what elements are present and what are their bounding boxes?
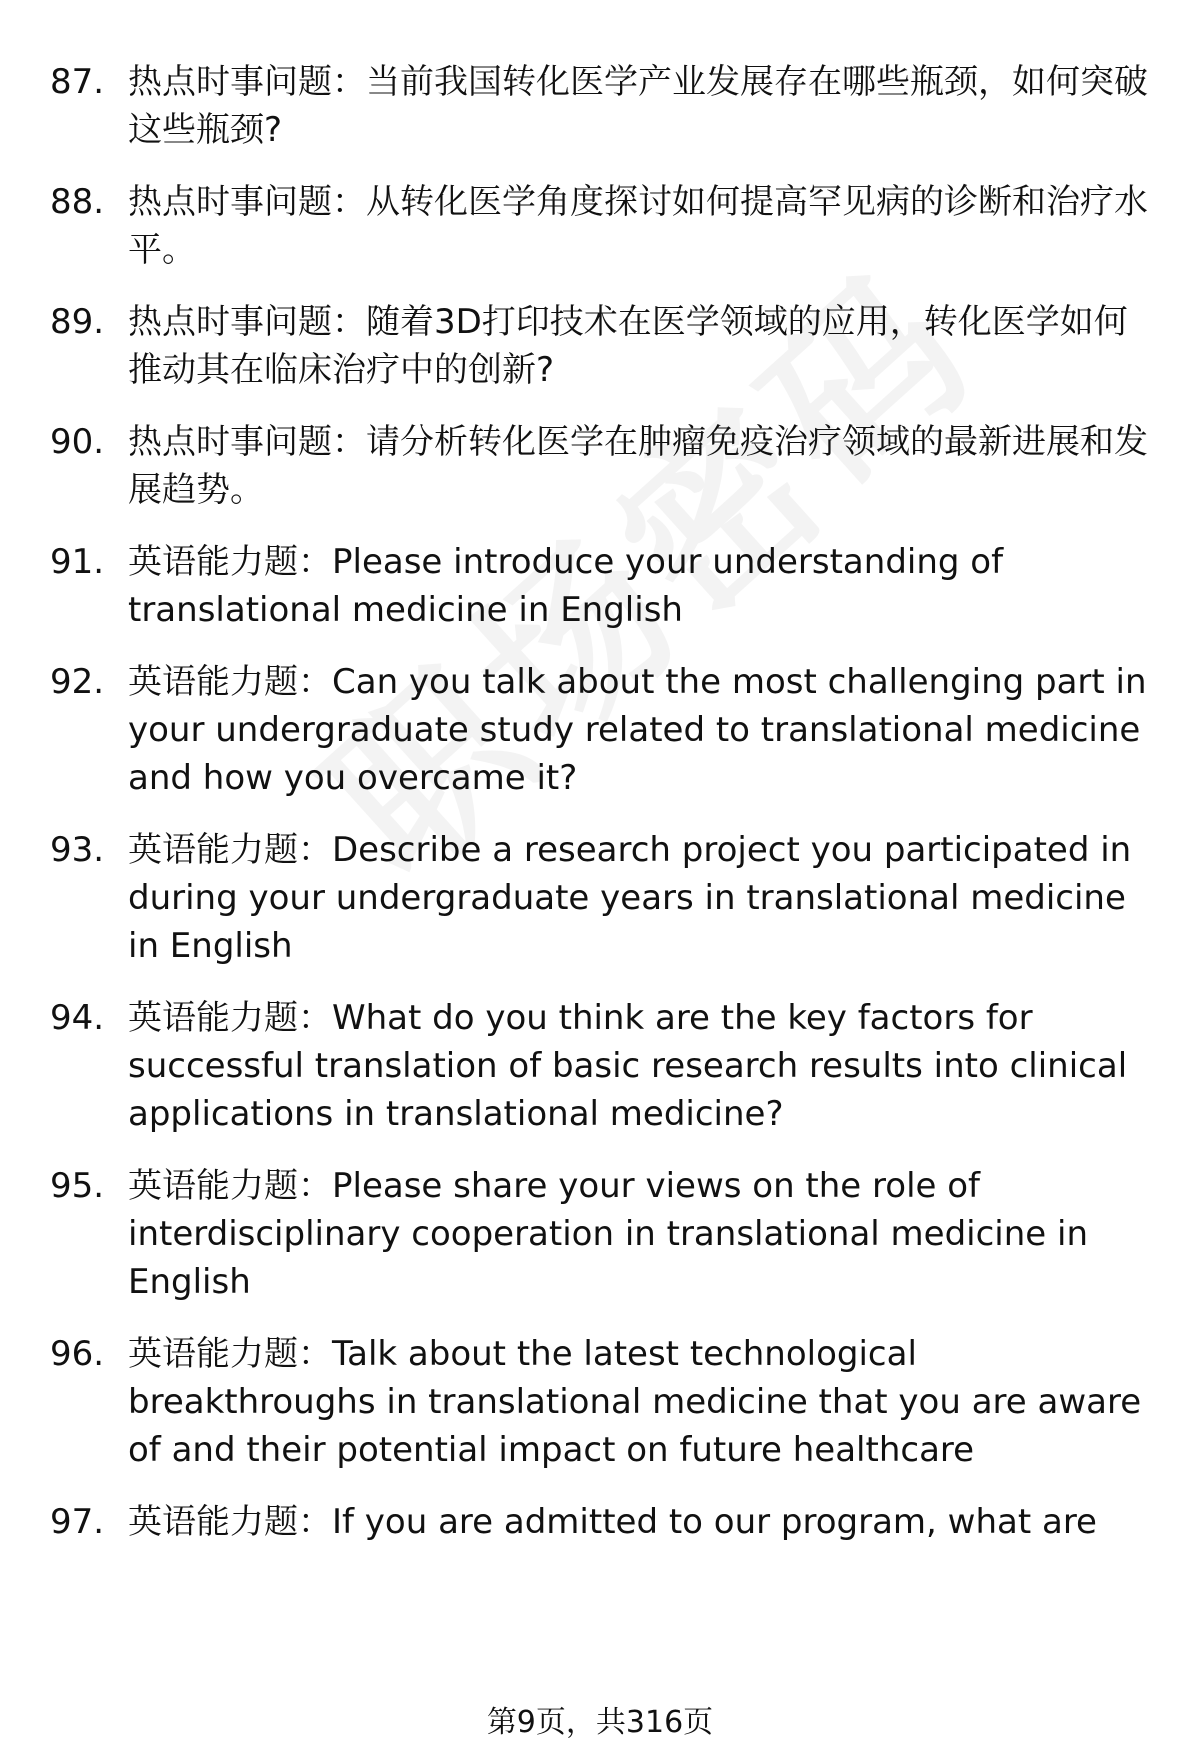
question-number: 89. bbox=[50, 302, 105, 342]
question-number: 92. bbox=[50, 662, 105, 702]
question-text: 英语能力题：Please share your views on the role of interdisciplinary cooperation in translational medicine in English bbox=[128, 1166, 1089, 1302]
page-footer: 第9页，共316页 bbox=[486, 1705, 714, 1740]
question-item bbox=[50, 418, 1160, 514]
question-item bbox=[50, 58, 1160, 154]
question-item bbox=[50, 298, 1160, 394]
question-number: 96. bbox=[50, 1334, 105, 1374]
question-number: 88. bbox=[50, 182, 105, 222]
question-text: 热点时事问题：从转化医学角度探讨如何提高罕见病的诊断和治疗水平。 bbox=[128, 182, 1148, 270]
question-text: 热点时事问题：随着3D打印技术在医学领域的应用，转化医学如何推动其在临床治疗中的创新? bbox=[128, 302, 1128, 390]
question-text: 英语能力题：What do you think are the key factors for successful translation of basic research results into clinical applications in translational medicine? bbox=[128, 998, 1128, 1134]
question-item bbox=[50, 826, 1160, 970]
question-item bbox=[50, 538, 1160, 634]
question-number: 95. bbox=[50, 1166, 105, 1206]
question-number: 94. bbox=[50, 998, 105, 1038]
question-text: 热点时事问题：当前我国转化医学产业发展存在哪些瓶颈，如何突破这些瓶颈? bbox=[128, 62, 1148, 150]
question-list bbox=[50, 58, 1160, 1570]
question-item bbox=[50, 1330, 1160, 1474]
question-text: 英语能力题：Describe a research project you participated in during your undergraduate years in translational medicine in English bbox=[128, 830, 1132, 966]
question-text: 英语能力题：Talk about the latest technological breakthroughs in translational medicine that you are aware of and their potential impact on future healthcare bbox=[128, 1334, 1142, 1470]
question-number: 90. bbox=[50, 422, 105, 462]
question-number: 87. bbox=[50, 62, 105, 102]
question-item bbox=[50, 658, 1160, 802]
question-number: 91. bbox=[50, 542, 105, 582]
question-item bbox=[50, 1498, 1160, 1546]
question-text: 英语能力题：Can you talk about the most challenging part in your undergraduate study related to translational medicine and how you overcame it? bbox=[128, 662, 1147, 798]
question-text: 热点时事问题：请分析转化医学在肿瘤免疫治疗领域的最新进展和发展趋势。 bbox=[128, 422, 1148, 510]
question-item bbox=[50, 994, 1160, 1138]
question-item bbox=[50, 178, 1160, 274]
question-number: 93. bbox=[50, 830, 105, 870]
question-text: 英语能力题：If you are admitted to our program, what are bbox=[128, 1502, 1097, 1542]
question-text: 英语能力题：Please introduce your understanding of translational medicine in English bbox=[128, 542, 1004, 630]
question-number: 97. bbox=[50, 1502, 105, 1542]
question-item bbox=[50, 1162, 1160, 1306]
